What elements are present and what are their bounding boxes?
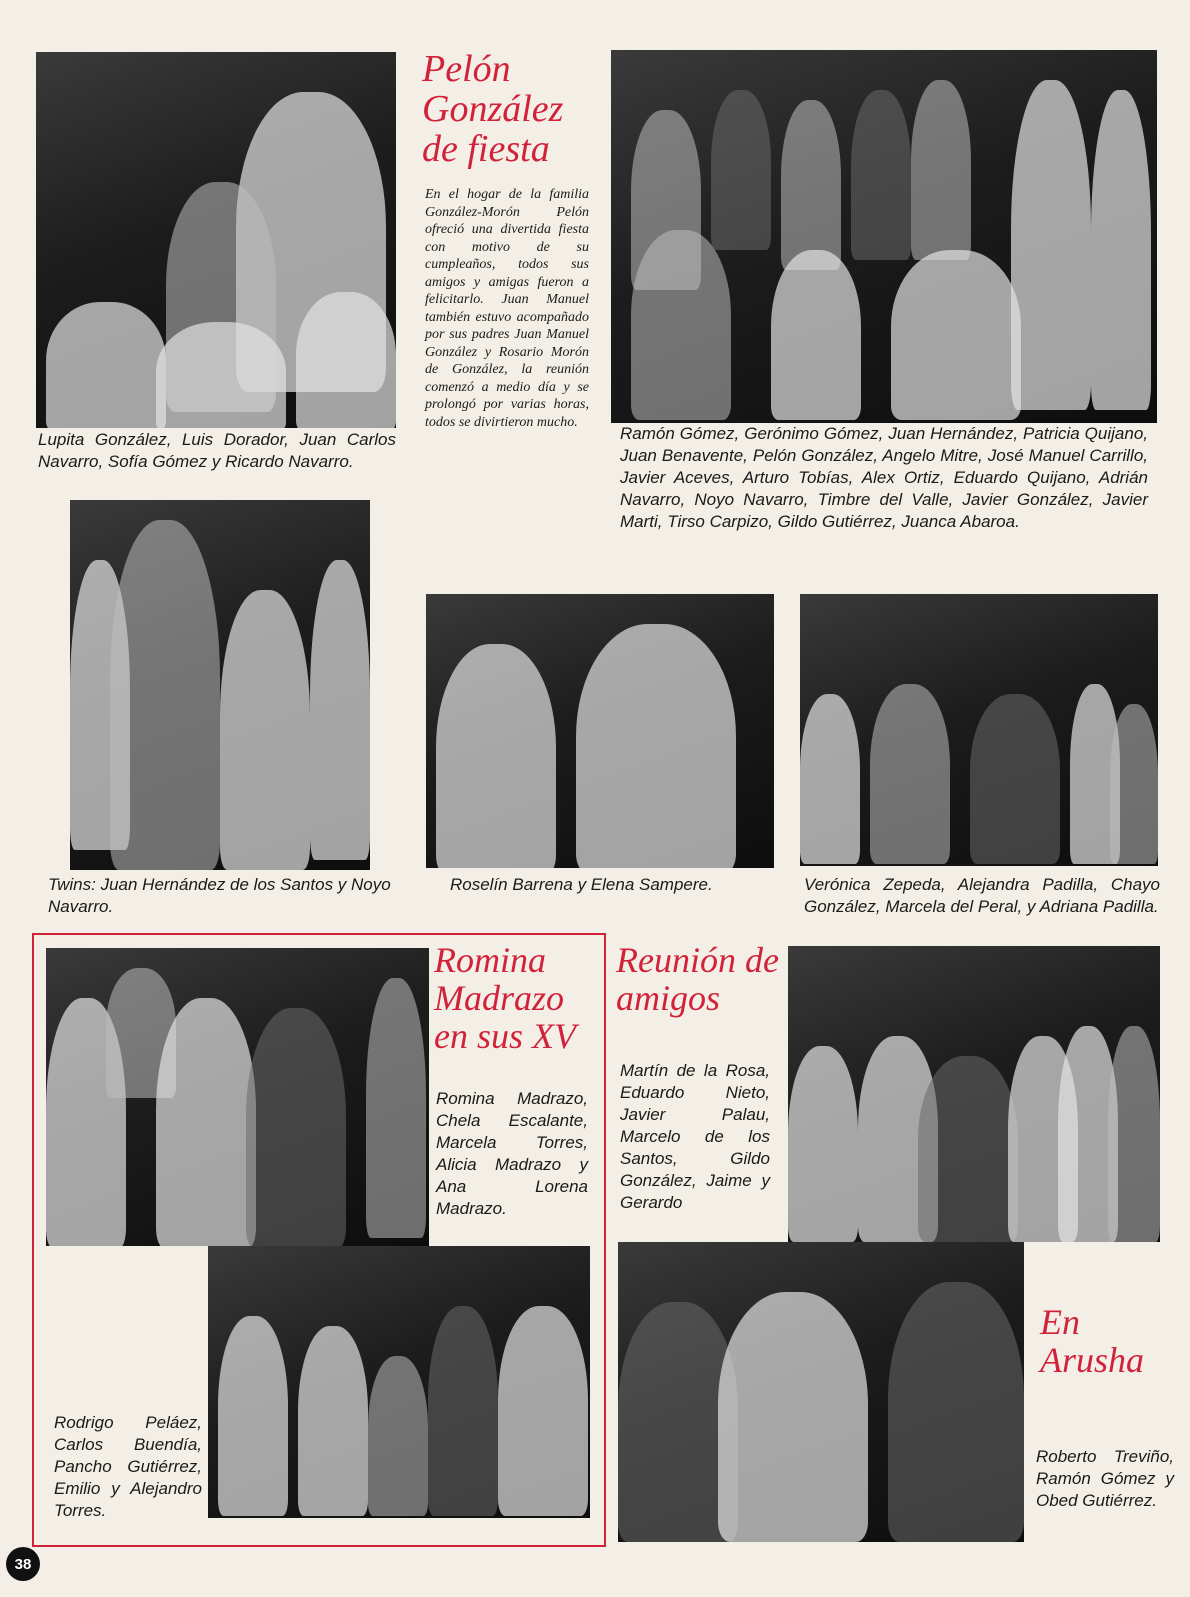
photo-veronica-group (800, 594, 1158, 866)
section-title-reunion: Reunión de amigos (616, 940, 779, 1018)
caption-reunion: Martín de la Rosa, Eduardo Nieto, Javier Palau, Marcelo de los Santos, Gildo González, Jaime y Gerardo (620, 1061, 770, 1212)
photo-arusha (618, 1242, 1024, 1542)
caption-photo-roselin-elena: Roselín Barrena y Elena Sampere. (450, 875, 713, 894)
caption-photo-party-group-large: Ramón Gómez, Gerónimo Gómez, Juan Hernández, Patricia Quijano, Juan Benavente, Pelón González, Angelo Mitre, José Manuel Carrillo, Javier Aceves, Arturo Tobías, Alex Ortiz, Eduardo Quijano, Adrián Navarro, Noyo Navarro, Timbre del Valle, Javier González, Javier Marti, Tirso Carpizo, Gildo Gutiérrez, Juanca Abaroa. (620, 424, 1148, 531)
caption-photo-romina-boys: Rodrigo Peláez, Carlos Buendía, Pancho Gutiérrez, Emilio y Alejandro Torres. (54, 1413, 202, 1520)
page-number: 38 (6, 1547, 40, 1581)
section-title-pelon: Pelón González de fiesta (422, 48, 564, 170)
article-body-pelon: En el hogar de la familia González-Morón Pelón ofreció una divertida fiesta con motivo de su cumpleaños, todos sus amigos y amigas fueron a felicitarlo. Juan Manuel también estuvo acompañado por sus padres Juan Manuel González y Rosario Morón de González, la reunión comenzó a medio día y se prolongó por varias horas, todos se divirtieron mucho. (425, 187, 589, 430)
photo-party-group-1 (36, 52, 396, 428)
photo-party-group-large (611, 50, 1157, 423)
section-title-romina: Romina Madrazo en sus XV (434, 940, 576, 1056)
photo-twins (70, 500, 370, 870)
photo-roselin-elena (426, 594, 774, 868)
caption-photo-veronica-group: Verónica Zepeda, Alejandra Padilla, Chayo González, Marcela del Peral, y Adriana Padilla. (804, 875, 1160, 916)
caption-photo-twins: Twins: Juan Hernández de los Santos y Noyo Navarro. (48, 875, 391, 916)
section-title-arusha: En Arusha (1040, 1302, 1145, 1380)
photo-romina-boys (208, 1246, 590, 1518)
photo-reunion-group (788, 946, 1160, 1242)
caption-photo-party-group-1: Lupita González, Luis Dorador, Juan Carlos Navarro, Sofía Gómez y Ricardo Navarro. (38, 430, 396, 471)
photo-romina-girls (46, 948, 429, 1246)
caption-arusha: Roberto Treviño, Ramón Gómez y Obed Gutiérrez. (1036, 1447, 1174, 1510)
caption-photo-romina-girls: Romina Madrazo, Chela Escalante, Marcela Torres, Alicia Madrazo y Ana Lorena Madrazo. (436, 1089, 588, 1218)
